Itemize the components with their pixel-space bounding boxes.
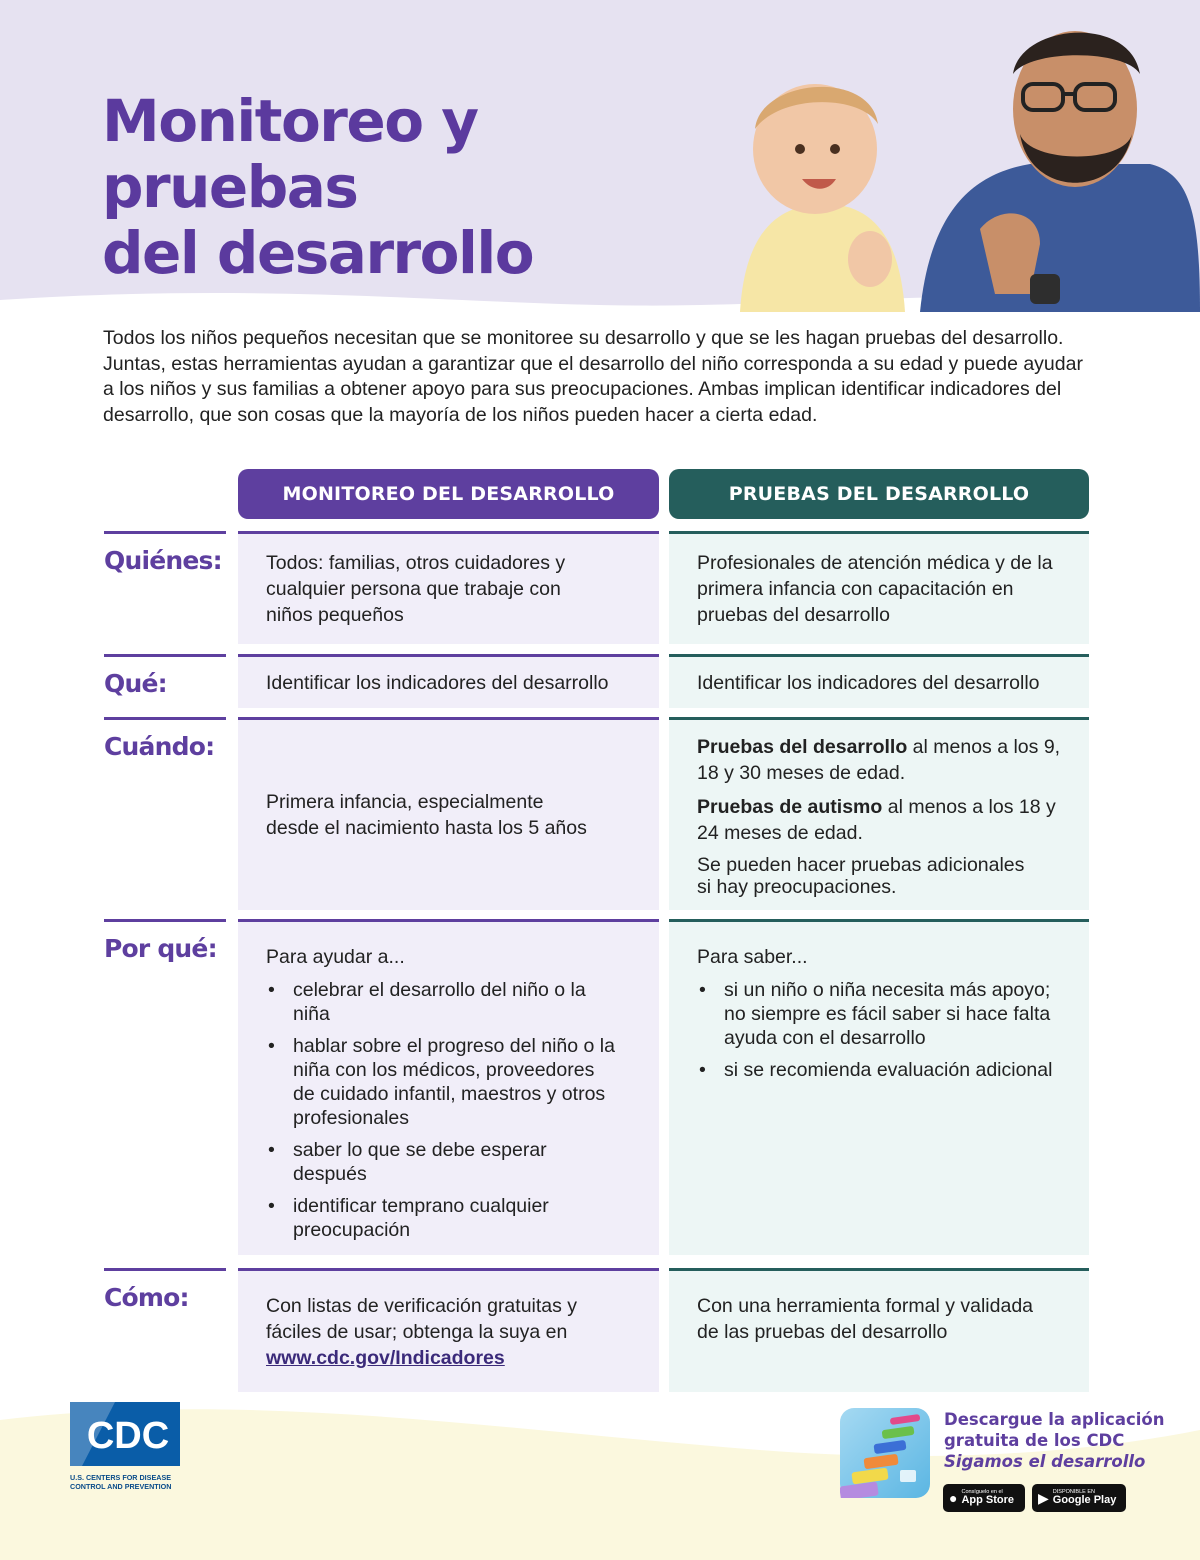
cell-text: Identificar los indicadores del desarrollo — [266, 671, 609, 694]
list-item: • hablar sobre el progreso del niño o la niña con los médicos, proveedores de cuidado infantil, maestros y otros profesionales — [266, 1034, 619, 1130]
row-label-cuando: Cuándo: — [104, 717, 226, 761]
cell-intro: Para saber... — [697, 946, 808, 968]
bullet-list — [266, 978, 619, 1242]
cell-paragraph-1 — [697, 734, 1069, 786]
list-item: • si un niño o niña necesita más apoyo; no siempre es fácil saber si hace falta ayuda con el desarrollo — [697, 978, 1059, 1050]
cell-text: al menos a los 9, 18 y 30 meses de edad. — [697, 736, 1061, 784]
cdc-logo-text: CDC — [86, 1415, 170, 1457]
cdc-logo-sub-2: CONTROL AND PREVENTION — [70, 1482, 172, 1491]
cell-intro: Para ayudar a... — [266, 946, 405, 968]
cell-porque-monitoreo — [238, 919, 659, 1255]
app-promo-line-2: gratuita de los CDC — [944, 1431, 1125, 1450]
cell-como-monitoreo — [238, 1268, 659, 1392]
cell-text: Todos: familias, otros cuidadores y cualquier persona que trabaje con niños pequeños — [266, 552, 566, 626]
cell-porque-pruebas — [669, 919, 1089, 1255]
cell-text: al menos a los 18 y 24 meses de edad. — [697, 796, 1056, 844]
cell-cuando-pruebas — [669, 717, 1089, 910]
cell-como-pruebas — [669, 1268, 1089, 1392]
indicadores-link[interactable]: www.cdc.gov/Indicadores — [266, 1347, 505, 1369]
google-play-badge[interactable] — [1032, 1484, 1126, 1512]
page-title — [102, 88, 742, 286]
cell-text: Identificar los indicadores del desarrollo — [697, 671, 1040, 694]
column-header-monitoreo: MONITOREO DEL DESARROLLO — [238, 469, 659, 519]
app-store-small-text: Consíguelo en el — [961, 1488, 1003, 1495]
cell-paragraph-3: Se pueden hacer pruebas adicionales si hay preocupaciones. — [697, 854, 1025, 898]
google-play-small-text: DISPONIBLE EN — [1052, 1488, 1095, 1495]
column-header-pruebas: PRUEBAS DEL DESARROLLO — [669, 469, 1089, 519]
cell-text: Primera infancia, especialmente desde el nacimiento hasta los 5 años — [266, 791, 587, 839]
app-promo-text — [944, 1409, 1174, 1472]
row-label-porque: Por qué: — [104, 919, 226, 963]
cell-que-monitoreo — [238, 654, 659, 708]
list-item: • saber lo que se debe esperar después — [266, 1138, 619, 1186]
google-play-label: Google Play — [1052, 1494, 1117, 1507]
cell-cuando-monitoreo — [238, 717, 659, 910]
list-item: • si se recomienda evaluación adicional — [697, 1058, 1059, 1082]
cell-text — [266, 1293, 619, 1371]
row-label-como: Cómo: — [104, 1268, 226, 1312]
cell-text: Profesionales de atención médica y de la primera infancia con capacitación en pruebas del desarrollo — [697, 552, 1053, 626]
app-store-label: App Store — [961, 1494, 1015, 1507]
page-title-line-1: Monitoreo y pruebas — [102, 87, 478, 221]
bold-term: Pruebas de autismo — [697, 796, 883, 818]
cell-quienes-monitoreo — [238, 531, 659, 644]
bullet-list — [697, 978, 1059, 1082]
list-item: • identificar temprano cualquier preocupación — [266, 1194, 619, 1242]
apple-icon: ● — [949, 1490, 958, 1506]
cell-quienes-pruebas — [669, 531, 1089, 644]
cell-text: Con una herramienta formal y validada de las pruebas del desarrollo — [697, 1295, 1034, 1343]
cell-que-pruebas — [669, 654, 1089, 708]
app-promo-line-1: Descargue la aplicación — [944, 1410, 1165, 1429]
row-label-que: Qué: — [104, 654, 226, 698]
app-name: Sigamos el desarrollo — [944, 1452, 1146, 1471]
bold-term: Pruebas del desarrollo — [697, 736, 908, 758]
cdc-logo — [70, 1402, 182, 1492]
list-item: • celebrar el desarrollo del niño o la niña — [266, 978, 619, 1026]
cdc-logo-sub-1: U.S. CENTERS FOR DISEASE — [70, 1473, 172, 1482]
page-title-line-2: del desarrollo — [102, 219, 534, 287]
hero-photo-child-and-father — [730, 14, 1200, 312]
intro-paragraph: Todos los niños pequeños necesitan que se monitoree su desarrollo y que se les hagan pruebas del desarrollo. Juntas, estas herramientas ayudan a garantizar que el desarrollo del niño corresponda a su edad y puede ayudar a los niños y sus familias a obtener apoyo para sus preocupaciones. Ambas implican identificar indicadores del desarrollo, que son cosas que la mayoría de los niños pueden hacer a cierta edad. — [103, 327, 1083, 426]
cell-text-main: Con listas de verificación gratuitas y fáciles de usar; obtenga la suya en — [266, 1295, 578, 1343]
cell-paragraph-2 — [697, 794, 1069, 846]
app-icon-sigamos-el-desarrollo[interactable] — [840, 1408, 930, 1498]
google-play-icon: ▶ — [1038, 1489, 1049, 1506]
row-label-quienes: Quiénes: — [104, 531, 226, 575]
app-store-badge[interactable] — [943, 1484, 1025, 1512]
